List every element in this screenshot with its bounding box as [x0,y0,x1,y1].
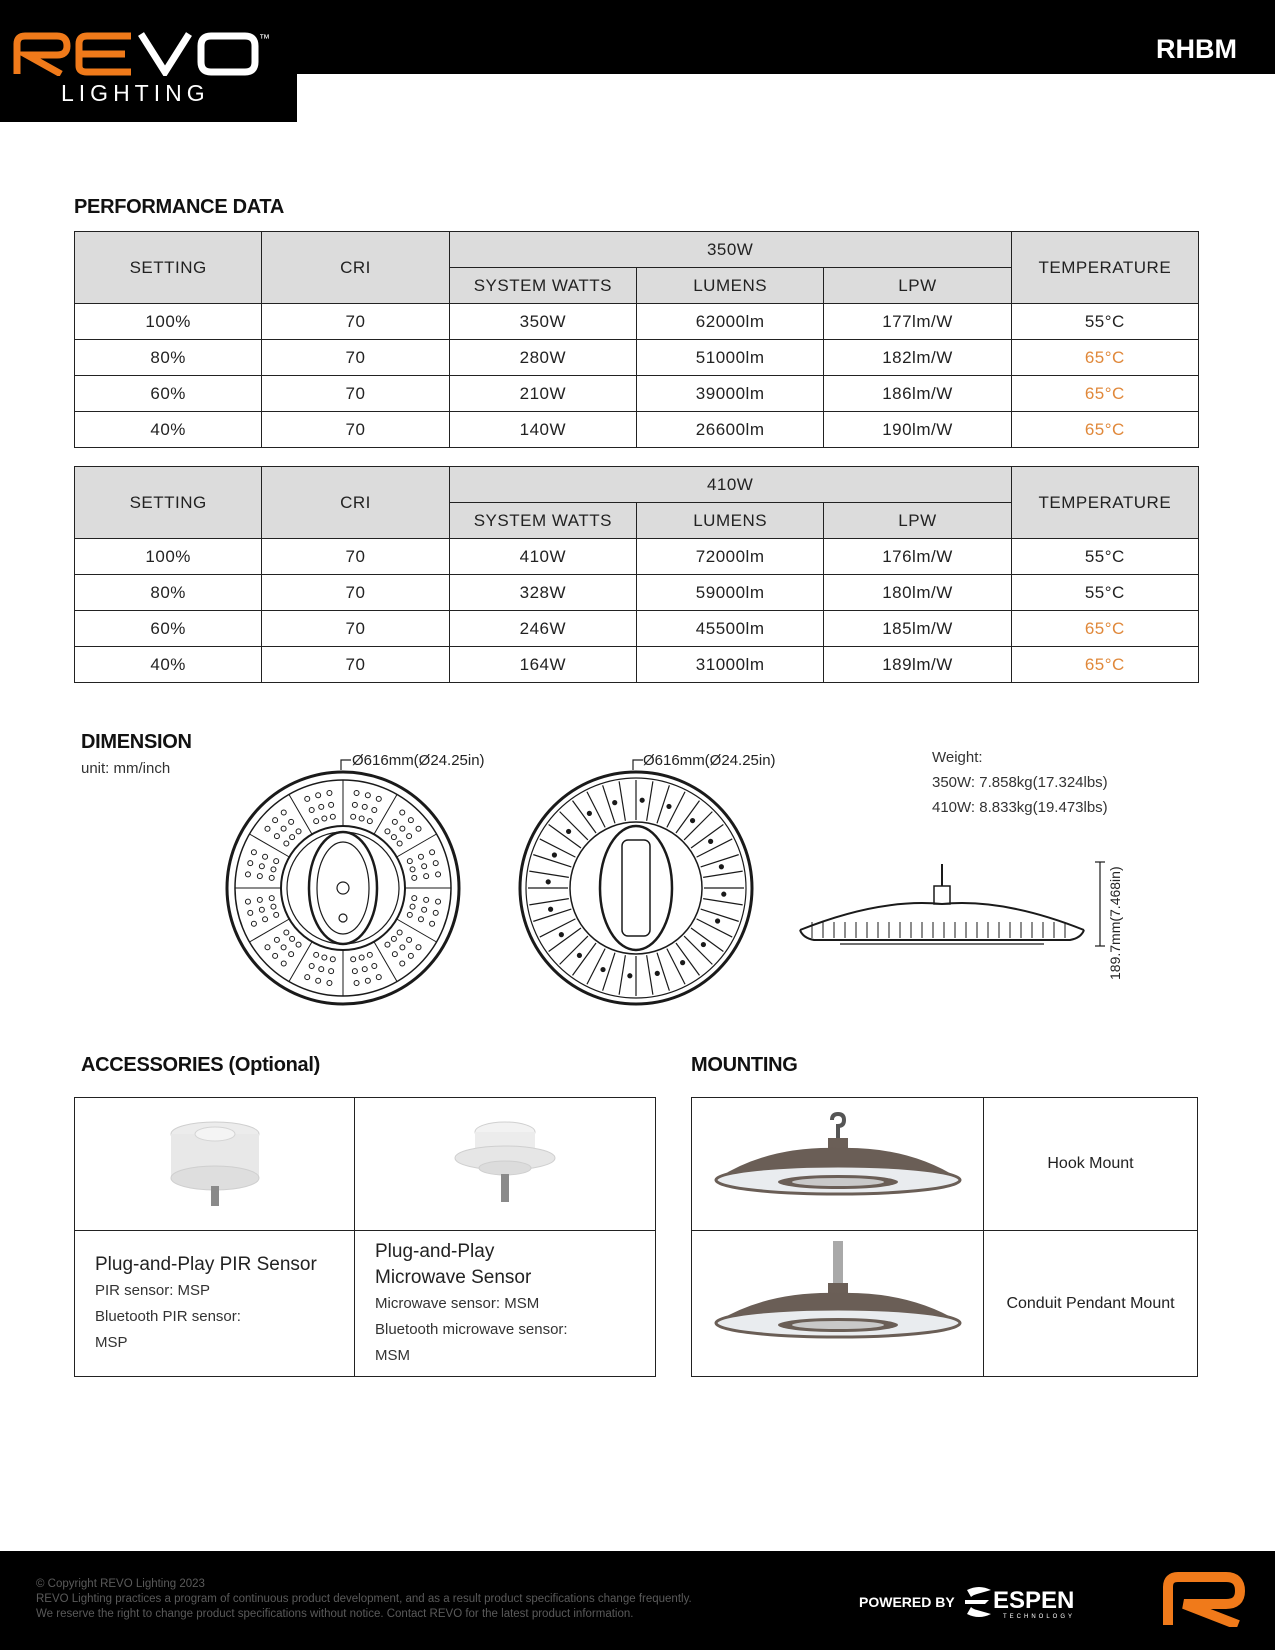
footer [0,1551,1275,1650]
svg-text:™: ™ [259,33,270,45]
performance-title: PERFORMANCE DATA [74,196,285,218]
weight-410w: 410W: 8.833kg(19.473lbs) [932,799,1108,816]
cell-watts: 140W [449,412,636,448]
cell-lpw: 185lm/W [824,611,1011,647]
cell-lpw: 177lm/W [824,304,1011,340]
pendant-mount-icon [708,1241,968,1361]
pir-line-1: PIR sensor: MSP [95,1281,211,1299]
cell-cri: 70 [262,647,449,683]
revo-r-icon [1160,1571,1250,1627]
microwave-line-3: MSM [375,1346,410,1364]
svg-text:TECHNOLOGY: TECHNOLOGY [1003,1614,1076,1620]
footer-copyright: © Copyright REVO Lighting 2023 [36,1578,205,1590]
weight-info [932,745,1108,820]
pir-title: Plug-and-Play PIR Sensor [95,1253,317,1275]
svg-text:ESPEN: ESPEN [993,1587,1075,1614]
cell-cri: 70 [262,340,449,376]
col-header-group: 410W [449,467,1011,503]
cell-lumens: 45500lm [636,611,823,647]
cell-watts: 350W [449,304,636,340]
cell-setting: 100% [75,304,262,340]
pir-sensor-image [75,1098,355,1231]
cell-cri: 70 [262,575,449,611]
microwave-sensor-icon [450,1114,560,1210]
cell-temp: 65°C [1011,340,1198,376]
col-header-setting: SETTING [75,467,262,539]
cell-lumens: 39000lm [636,376,823,412]
cell-lpw: 189lm/W [824,647,1011,683]
cell-cri: 70 [262,376,449,412]
cell-lpw: 186lm/W [824,376,1011,412]
light-back-view-icon [520,772,752,1004]
light-side-view-icon [800,862,1105,946]
cell-lpw: 182lm/W [824,340,1011,376]
pendant-mount-image [692,1231,984,1377]
espen-logo-icon [963,1584,1093,1620]
col-header-system-watts: SYSTEM WATTS [449,268,636,304]
model-name: RHBM [1156,34,1237,64]
mounting-table [691,1097,1198,1377]
cell-cri: 70 [262,611,449,647]
cell-lpw: 180lm/W [824,575,1011,611]
col-header-system-watts: SYSTEM WATTS [449,503,636,539]
microwave-line-1: Microwave sensor: MSM [375,1294,540,1312]
cell-lumens: 51000lm [636,340,823,376]
cell-watts: 246W [449,611,636,647]
col-header-cri: CRI [262,467,449,539]
col-header-group: 350W [449,232,1011,268]
cell-lumens: 62000lm [636,304,823,340]
cell-temp: 55°C [1011,304,1198,340]
weight-350w: 350W: 7.858kg(17.324lbs) [932,774,1108,791]
col-header-lumens: LUMENS [636,268,823,304]
weight-label: Weight: [932,749,983,766]
col-header-lpw: LPW [824,268,1011,304]
cell-setting: 40% [75,412,262,448]
cell-setting: 60% [75,611,262,647]
pendant-mount-label: Conduit Pendant Mount [984,1231,1198,1377]
col-header-lumens: LUMENS [636,503,823,539]
cell-cri: 70 [262,304,449,340]
cell-temp: 55°C [1011,539,1198,575]
col-header-lpw: LPW [824,503,1011,539]
powered-by-label: POWERED BY [859,1594,955,1610]
mounting-title: MOUNTING [691,1054,798,1076]
cell-temp: 65°C [1011,611,1198,647]
cell-temp: 55°C [1011,575,1198,611]
accessories-table [74,1097,656,1377]
brand-subtitle: LIGHTING [61,80,210,106]
cell-watts: 210W [449,376,636,412]
cell-lumens: 72000lm [636,539,823,575]
hook-mount-icon [708,1112,968,1212]
col-header-setting: SETTING [75,232,262,304]
footer-disclaimer [36,1577,692,1622]
cell-watts: 164W [449,647,636,683]
diameter-front-label: Ø616mm(Ø24.25in) [352,752,485,769]
pir-sensor-cell [75,1231,355,1377]
microwave-sensor-cell [355,1231,656,1377]
cell-lumens: 31000lm [636,647,823,683]
cell-setting: 40% [75,647,262,683]
cell-temp: 65°C [1011,412,1198,448]
cell-lumens: 59000lm [636,575,823,611]
pir-sensor-icon [165,1114,265,1210]
pir-line-3: MSP [95,1333,128,1351]
col-header-temperature: TEMPERATURE [1011,467,1198,539]
cell-setting: 80% [75,575,262,611]
col-header-cri: CRI [262,232,449,304]
cell-cri: 70 [262,539,449,575]
dimension-title: DIMENSION [81,731,192,753]
cell-lumens: 26600lm [636,412,823,448]
cell-temp: 65°C [1011,376,1198,412]
hook-mount-image [692,1098,984,1231]
height-label: 189.7mm(7.468in) [1107,866,1123,980]
accessories-title: ACCESSORIES (Optional) [81,1054,320,1076]
light-front-view-icon [227,772,459,1004]
diameter-back-label: Ø616mm(Ø24.25in) [643,752,776,769]
cell-watts: 328W [449,575,636,611]
hook-mount-label: Hook Mount [984,1098,1198,1231]
microwave-sensor-image [355,1098,656,1231]
cell-watts: 280W [449,340,636,376]
cell-setting: 80% [75,340,262,376]
pir-line-2: Bluetooth PIR sensor: [95,1307,241,1325]
cell-lpw: 190lm/W [824,412,1011,448]
cell-setting: 60% [75,376,262,412]
col-header-temperature: TEMPERATURE [1011,232,1198,304]
microwave-title-2: Microwave Sensor [375,1266,532,1288]
footer-line-2: REVO Lighting practices a program of continuous product development, and as a result product specifications change frequently. [36,1593,692,1605]
cell-watts: 410W [449,539,636,575]
cell-setting: 100% [75,539,262,575]
cell-cri: 70 [262,412,449,448]
cell-lpw: 176lm/W [824,539,1011,575]
cell-temp: 65°C [1011,647,1198,683]
microwave-title-1: Plug-and-Play [375,1240,495,1262]
microwave-line-2: Bluetooth microwave sensor: [375,1320,568,1338]
dimension-unit: unit: mm/inch [81,760,171,777]
footer-line-3: We reserve the right to change product specifications without notice. Contact REVO for the latest product information. [36,1608,634,1620]
